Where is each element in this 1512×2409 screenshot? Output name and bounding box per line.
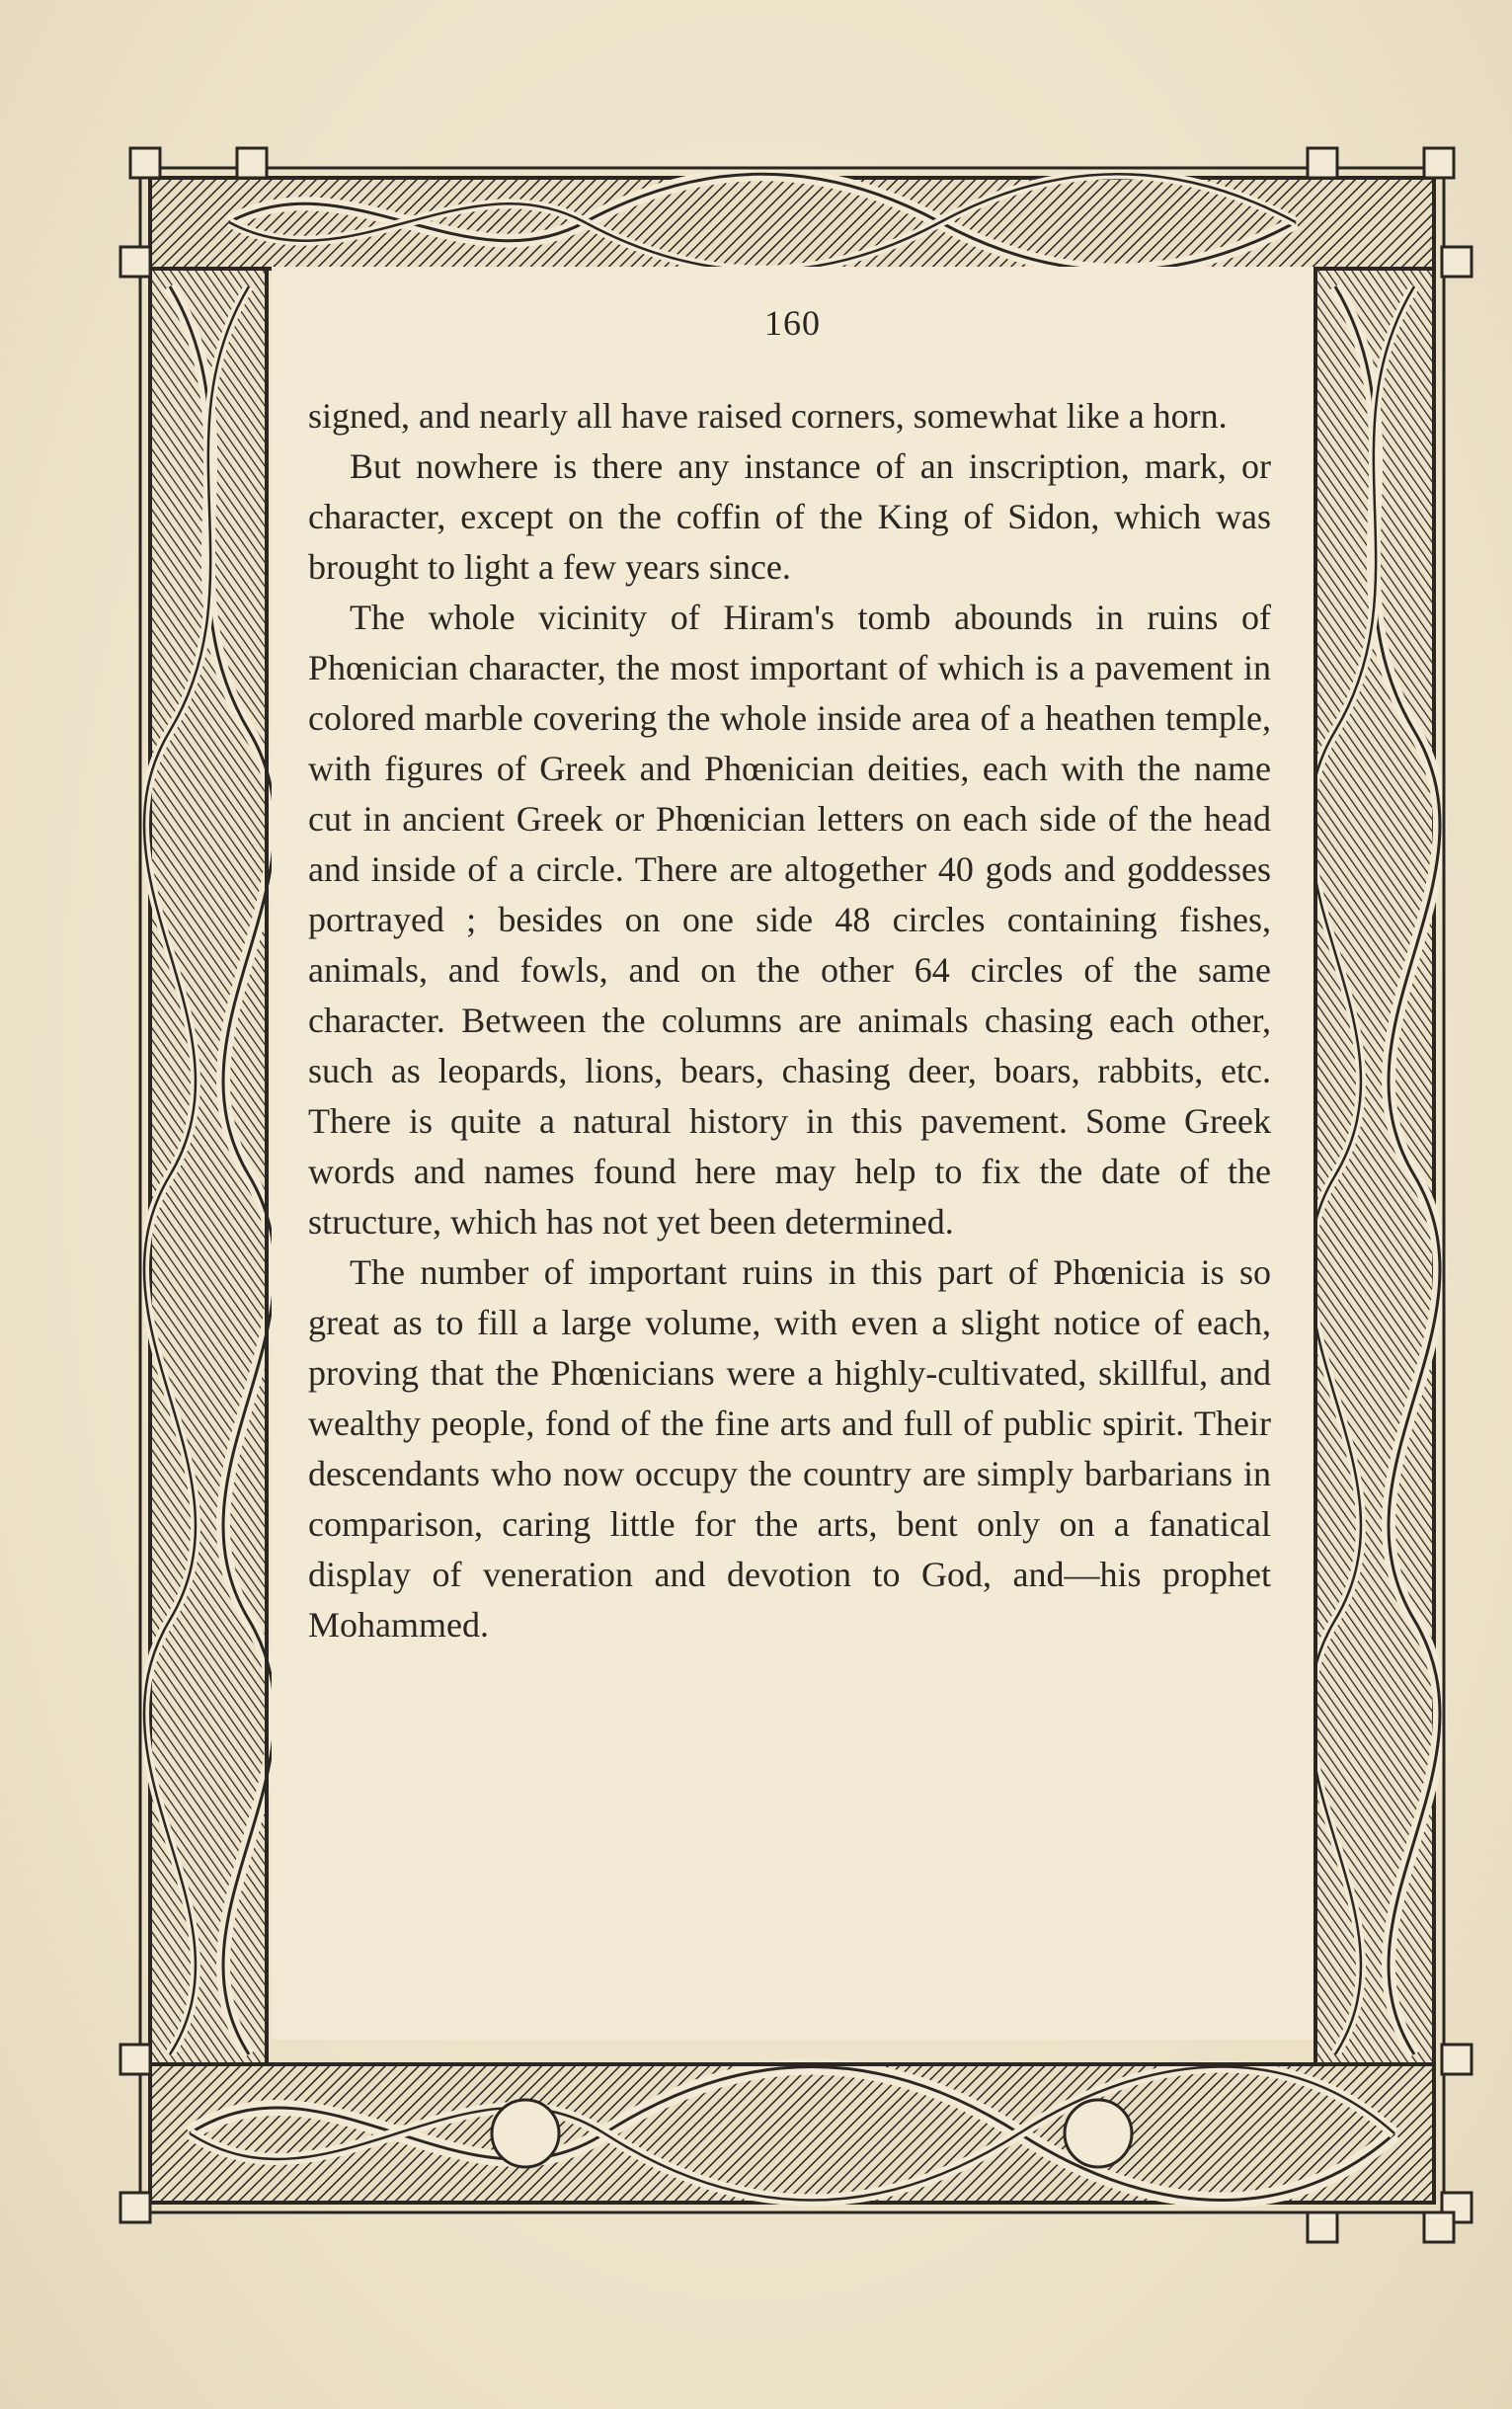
text-panel bbox=[272, 267, 1313, 2040]
body-text bbox=[308, 391, 1271, 1650]
paragraph-2: But nowhere is there any instance of an inscription, mark, or character, except on the coffin of the King of Sidon, which was brought to light a few years since. bbox=[308, 446, 1271, 587]
paragraph-3: The whole vicinity of Hiram's tomb abounds in ruins of Phœnician character, the most important of which is a pavement in colored marble covering the whole inside area of a heathen temple, with figures of Greek and Phœnician deities, each with the name cut in ancient Greek or Phœnician letters on each side of the head and inside of a circle. There are altogether 40 gods and goddesses portrayed ; besides on one side 48 circles containing fishes, animals, and fowls, and on the other 64 circles of the same character. Between the columns are animals chasing each other, such as leopards, lions, bears, chasing deer, boars, rabbits, etc. There is quite a natural history in this pavement. Some Greek words and names found here may help to fix the date of the structure, which has not yet been determined. bbox=[308, 598, 1271, 1242]
paragraph-4: The number of important ruins in this part of Phœnicia is so great as to fill a large volume, with even a slight notice of each, proving that the Phœnicians were a highly-cultivated, skillful, and wealthy people, fond of the fine arts and full of public spirit. Their descendants who now occupy the country are simply barbarians in comparison, caring little for the arts, bent only on a fanatical display of veneration and devotion to God, and—his prophet Mohammed. bbox=[308, 1252, 1271, 1645]
paragraph-1: signed, and nearly all have raised corners, somewhat like a horn. bbox=[308, 396, 1228, 436]
page-number: 160 bbox=[764, 303, 821, 343]
